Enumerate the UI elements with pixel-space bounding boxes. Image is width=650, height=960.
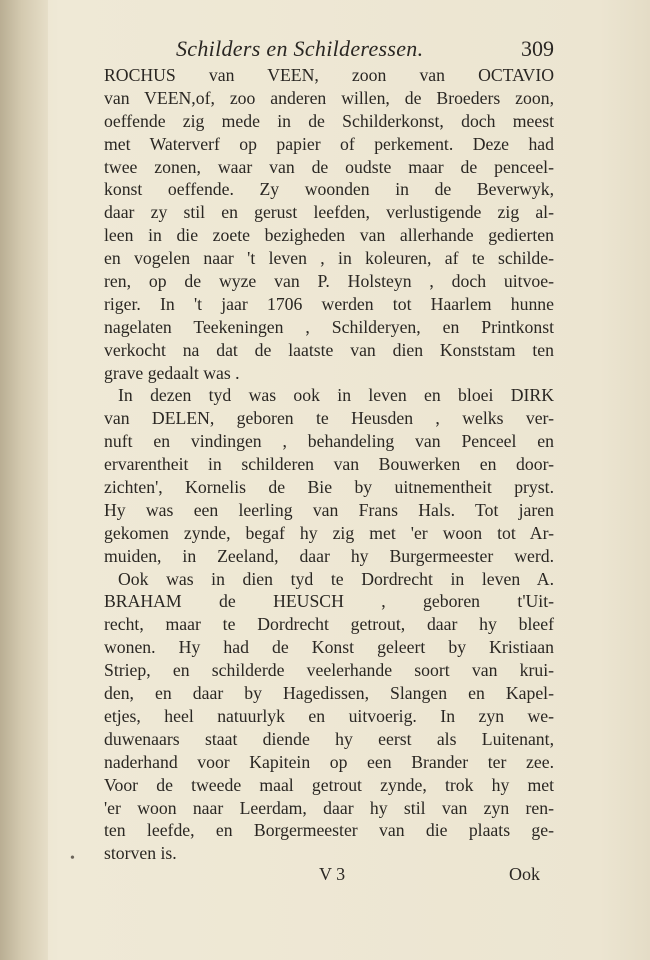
text-line: oeffende zig mede in de Schilderkonst, doch meest [104, 110, 554, 131]
text-line: leen in die zoete bezigheden van allerhande gedierten [104, 225, 554, 246]
text-line: riger. In 't jaar 1706 werden tot Haarlem hunne [104, 293, 554, 314]
text-line: en vogelen naar 't leven , in koleuren, af te schilde- [104, 248, 554, 269]
text-line: ten leefde, en Borgermeester van die plaats ge- [104, 820, 554, 841]
page-number: 309 [521, 36, 554, 61]
text-line: recht, maar te Dordrecht getrout, daar hy bleef [104, 614, 554, 635]
signature-mark: V 3 [319, 864, 346, 884]
text-line: Ook was in dien tyd te Dordrecht in leven A. [118, 568, 554, 589]
text-line: In dezen tyd was ook in leven en bloei DIRK [118, 385, 554, 406]
catchword: Ook [509, 864, 540, 884]
text-line: Striep, en schilderde veelerhande soort van krui- [104, 660, 554, 681]
book-gutter [0, 0, 48, 960]
text-line: verkocht na dat de laatste van dien Konststam ten [104, 339, 554, 360]
text-line: ROCHUS van VEEN, zoon van OCTAVIO [104, 65, 554, 85]
text-line: van DELEN, geboren te Heusden , welks ver- [104, 408, 554, 429]
text-line: zichten', Kornelis de Bie by uitnementheit pryst. [104, 477, 554, 498]
text-line: 'er woon naar Leerdam, daar hy stil van zyn ren- [104, 797, 554, 818]
running-title: Schilders en Schilderessen. [176, 36, 424, 61]
text-line: twee zonen, waar van de oudste maar de penceel- [104, 156, 554, 177]
text-line: konst oeffende. Zy woonden in de Beverwyk, [104, 179, 554, 200]
text-line: naderhand voor Kapitein op een Brander ter zee. [104, 751, 554, 772]
text-line: ervarentheit in schilderen van Bouwerken en door- [104, 454, 554, 475]
text-line: met Waterverf op papier of perkement. Deze had [104, 133, 554, 154]
text-line: den, en daar by Hagedissen, Slangen en Kapel- [104, 683, 554, 704]
text-line: muiden, in Zeeland, daar hy Burgermeester werd. [104, 545, 554, 566]
text-line: duwenaars staat diende hy eerst als Luitenant, [104, 728, 554, 749]
text-line: wonen. Hy had de Konst geleert by Kristiaan [104, 637, 554, 658]
text-line: gekomen zynde, begaf hy zig met 'er woon tot Ar- [104, 522, 554, 543]
text-line: grave gedaalt was . [104, 362, 240, 383]
text-line: ren, op de wyze van P. Holsteyn , doch uitvoe- [104, 271, 554, 292]
text-line: nuft en vindingen , behandeling van Penceel en [104, 431, 554, 452]
text-line: daar zy stil en gerust leefden, verlustigende zig al- [104, 202, 554, 223]
text-line: BRAHAM de HEUSCH , geboren t'Uit- [104, 591, 554, 612]
text-line: etjes, heel natuurlyk en uitvoerig. In zyn we- [104, 705, 554, 726]
page-footer [104, 864, 554, 890]
text-line: Voor de tweede maal getrout zynde, trok hy met [104, 774, 554, 795]
text-line: nagelaten Teekeningen , Schilderyen, en Printkonst [104, 316, 554, 337]
text-line: van VEEN,of, zoo anderen willen, de Broeders zoon, [104, 87, 554, 108]
margin-mark: • [70, 851, 75, 866]
text-line: Hy was een leerling van Frans Hals. Tot jaren [104, 499, 554, 520]
body-text [104, 64, 554, 865]
text-line: storven is. [104, 843, 177, 864]
